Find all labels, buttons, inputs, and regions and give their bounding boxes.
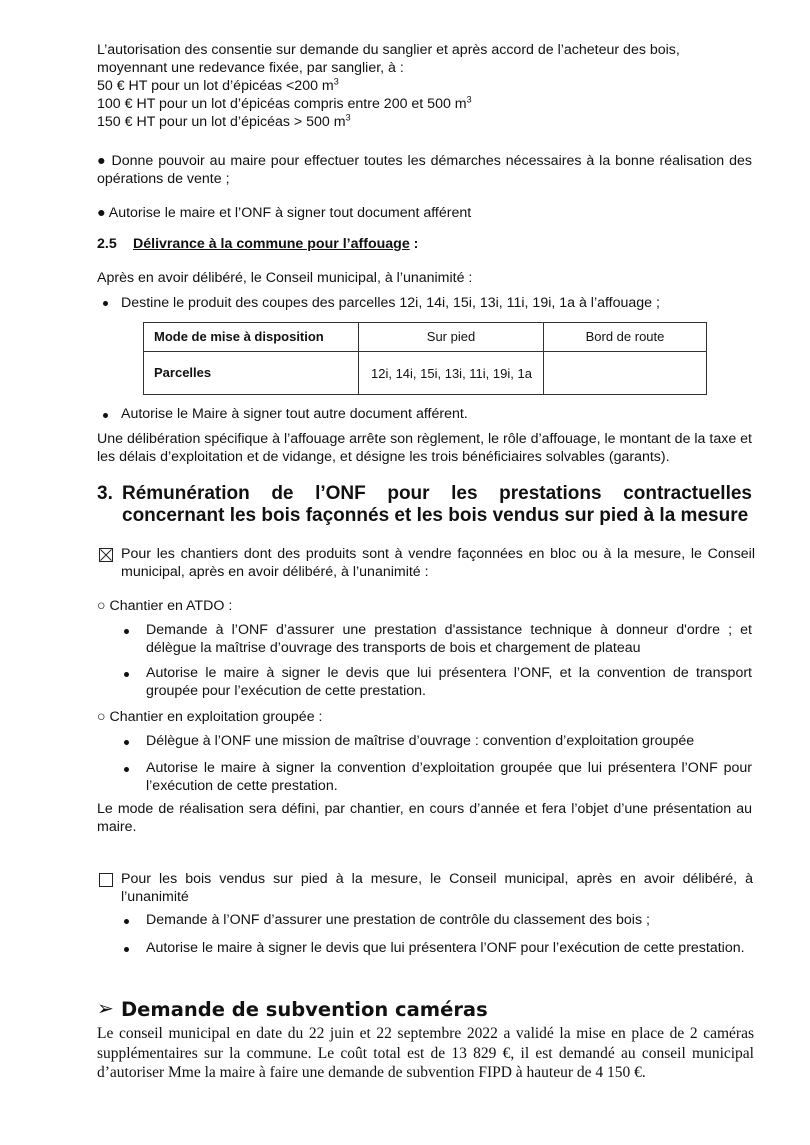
mode-paragraph: Le mode de réalisation sera défini, par chantier, en cours d’année et fera l’objet d’une présentation au maire.	[97, 801, 752, 835]
table-cell-sur-pied: 12i, 14i, 15i, 13i, 11i, 19i, 1a	[359, 352, 544, 395]
superscript-3: 3	[333, 76, 339, 87]
bullet-dot	[124, 672, 129, 677]
section-3-title	[122, 483, 752, 527]
bullet-dot	[124, 767, 129, 772]
superscript-3: 3	[345, 112, 351, 123]
atdo-bullet-1: Demande à l’ONF d’assurer une prestation d'assistance technique à donneur d'ordre ; et délègue la maîtrise d’ouvrage des transports de bois et chargement de plateau	[146, 622, 752, 656]
price-text-2: 100 € HT pour un lot d’épicéas compris entre 200 et 500 m	[97, 96, 467, 112]
superscript-3: 3	[466, 94, 472, 105]
section-2-5-title: Délivrance à la commune pour l’affouage	[133, 236, 410, 252]
affouage-paragraph: Une délibération spécifique à l’affouage arrête son règlement, le rôle d’affouage, le montant de la taxe et les délais d’exploitation et de vidange, et désigne les trois bénéficiaires solvables (garants).	[97, 431, 752, 465]
pied-bullet-1: Demande à l’ONF d’assurer une prestation de contrôle du classement des bois ;	[146, 912, 650, 928]
item-autorise-onf: ● Autorise le maire et l’ONF à signer tout document afférent	[97, 205, 472, 221]
groupee-label: ○ Chantier en exploitation groupée :	[97, 709, 323, 725]
bullet-dot	[124, 919, 129, 924]
item-donne-pouvoir: ● Donne pouvoir au maire pour effectuer toutes les démarches nécessaires à la bonne réalisation des opérations de vente ;	[97, 153, 752, 187]
checked-option-text: Pour les chantiers dont des produits sont à vendre façonnées en bloc ou à la mesure, le Conseil municipal, après en avoir délibéré, à l’unanimité :	[121, 546, 755, 580]
table-row	[144, 352, 707, 395]
atdo-label: ○ Chantier en ATDO :	[97, 598, 233, 614]
bullet-dot	[124, 629, 129, 634]
checkbox-x-icon	[100, 549, 112, 561]
bullet-autorise-maire: Autorise le Maire à signer tout autre document afférent.	[121, 406, 468, 422]
table-cell-bord-de-route	[544, 352, 707, 395]
price-text-1: 50 € HT pour un lot d’épicéas <200 m	[97, 78, 334, 94]
groupee-bullet-2: Autorise le maire à signer la convention d’exploitation groupée que lui présentera l’ONF pour l’exécution de cette prestation.	[146, 760, 752, 794]
table-header-cell: Mode de mise à disposition	[144, 323, 359, 352]
price-line-1	[97, 78, 752, 96]
unchecked-option-text: Pour les bois vendus sur pied à la mesure, le Conseil municipal, après en avoir délibéré, à l’unanimité	[121, 871, 753, 905]
intro-line-1: L’autorisation des consentie sur demande du sanglier et après accord de l’acheteur des bois,	[97, 42, 680, 58]
table-header-cell: Sur pied	[359, 323, 544, 352]
section-2-5-heading	[133, 236, 418, 254]
section-3-title-line-2: concernant les bois façonnés et les bois vendus sur pied à la mesure	[122, 505, 749, 526]
unchecked-checkbox[interactable]	[99, 873, 113, 887]
bullet-destine: Destine le produit des coupes des parcelles 12i, 14i, 15i, 13i, 11i, 19i, 1a à l’affouage ;	[121, 295, 660, 311]
section-2-5-number: 2.5	[97, 236, 117, 252]
cameras-paragraph: Le conseil municipal en date du 22 juin et 22 septembre 2022 a validé la mise en place de 2 caméras supplémentaires sur la commune. Le coût total est de 13 829 €, il est demandé au conseil municipal d’autoriser Mme la maire à faire une demande de subvention FIPD à hauteur de 4 150 €.	[97, 1025, 754, 1081]
bullet-dot	[103, 301, 108, 306]
table-row-label: Parcelles	[144, 352, 359, 395]
affouage-table	[143, 322, 707, 395]
groupee-bullet-1: Délègue à l’ONF une mission de maîtrise d’ouvrage : convention d’exploitation groupée	[146, 733, 695, 749]
pied-bullet-2: Autorise le maire à signer le devis que lui présentera l’ONF pour l’exécution de cette prestation.	[146, 940, 745, 956]
cameras-heading: Demande de subvention caméras	[121, 998, 488, 1021]
bullet-dot	[124, 740, 129, 745]
section-3-number: 3.	[97, 483, 113, 504]
intro-line-2: moyennant une redevance fixée, par sanglier, à :	[97, 60, 404, 76]
bullet-dot	[124, 947, 129, 952]
section-2-5-lead: Après en avoir délibéré, le Conseil municipal, à l’unanimité :	[97, 270, 473, 286]
arrow-icon: ➢	[97, 996, 114, 1020]
price-line-2	[97, 96, 752, 114]
price-line-3	[97, 114, 752, 132]
checked-checkbox[interactable]	[99, 548, 113, 562]
atdo-bullet-2: Autorise le maire à signer le devis que lui présentera l’ONF, et la convention de transport groupée pour l’exécution de cette prestation.	[146, 665, 752, 699]
table-header-row	[144, 323, 707, 352]
table-header-cell: Bord de route	[544, 323, 707, 352]
section-2-5-colon: :	[409, 236, 419, 252]
section-3-title-line-1: Rémunération de l’ONF pour les prestations contractuelles	[122, 483, 752, 504]
price-text-3: 150 € HT pour un lot d’épicéas > 500 m	[97, 114, 346, 130]
bullet-dot	[103, 413, 108, 418]
